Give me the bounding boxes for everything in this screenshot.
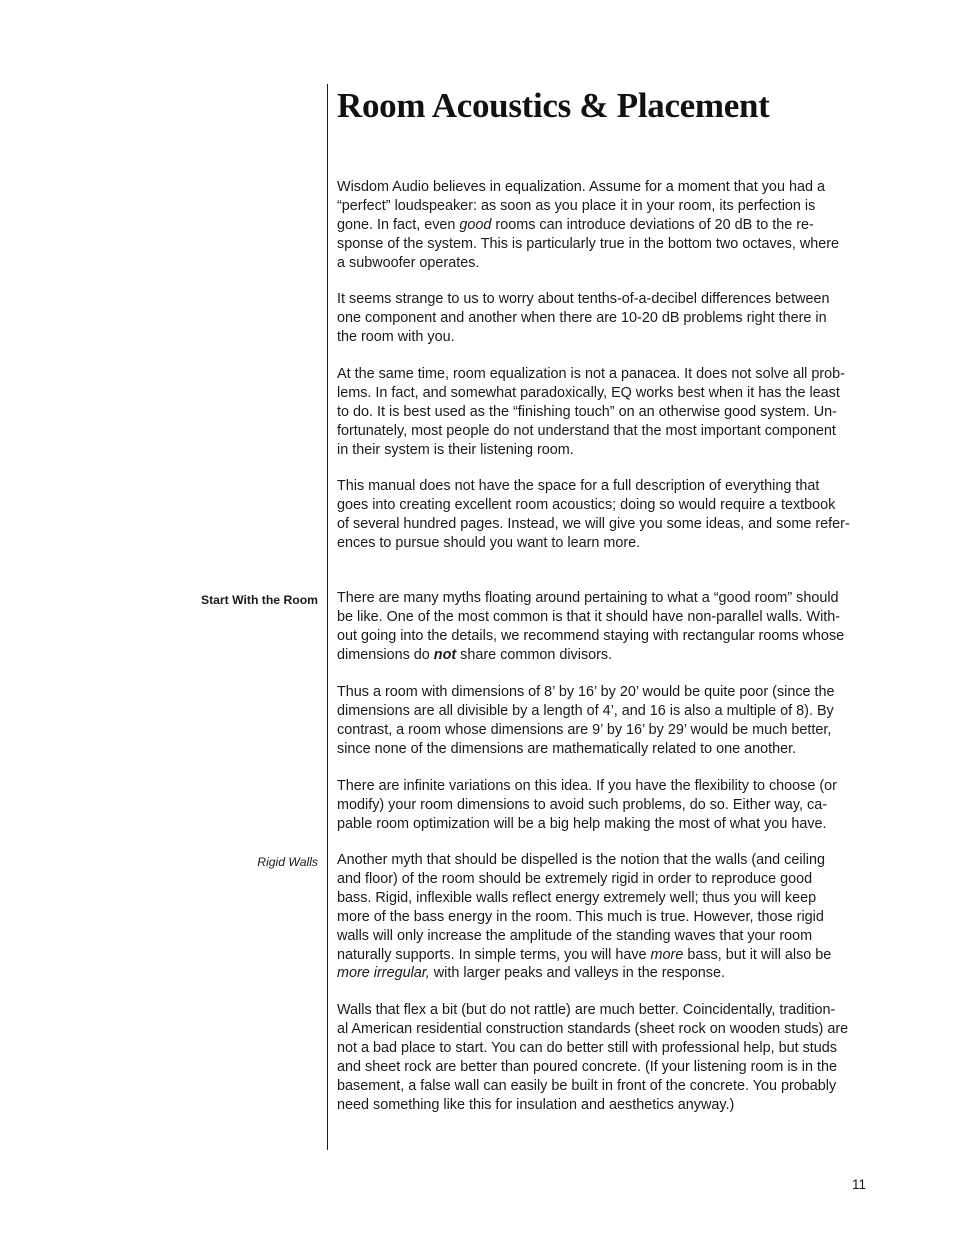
text-line: Thus a room with dimensions of 8’ by 16’ by 20’ would be quite poor (since the bbox=[337, 684, 835, 700]
paragraph-variations bbox=[337, 777, 870, 834]
paragraph-tenths-of-decibel bbox=[337, 290, 870, 347]
text-line: Wisdom Audio believes in equalization. Assume for a moment that you had a bbox=[337, 179, 825, 195]
text-line: At the same time, room equalization is not a panacea. It does not solve all prob- bbox=[337, 366, 845, 382]
text-line: pable room optimization will be a big help making the most of what you have. bbox=[337, 815, 827, 832]
text-line: of several hundred pages. Instead, we will give you some ideas, and some refer- bbox=[337, 515, 850, 532]
text-line: and sheet rock are better than poured concrete. (If your listening room is in the bbox=[337, 1058, 837, 1075]
text-line: dimensions are all divisible by a length of 4’, and 16 is also a multiple of 8). By bbox=[337, 702, 834, 719]
text-line: dimensions do not share common divisors. bbox=[337, 646, 613, 663]
paragraph-rigid-walls bbox=[337, 851, 870, 983]
paragraph-flexing-walls bbox=[337, 1001, 870, 1114]
paragraph-equalization bbox=[337, 178, 870, 273]
paragraph-manual-scope bbox=[337, 477, 870, 553]
text-line: need something like this for insulation and aesthetics anyway.) bbox=[337, 1096, 735, 1113]
text-line: Walls that flex a bit (but do not rattle) are much better. Coincidentally, tradition- bbox=[337, 1002, 836, 1018]
text-line: There are infinite variations on this idea. If you have the flexibility to choose (or bbox=[337, 778, 837, 794]
sidebar-heading-start-with-room: Start With the Room bbox=[200, 593, 318, 607]
text-line: Another myth that should be dispelled is the notion that the walls (and ceiling bbox=[337, 852, 825, 868]
text-line: ences to pursue should you want to learn more. bbox=[337, 534, 641, 551]
text-line: in their system is their listening room. bbox=[337, 441, 574, 458]
text-line: goes into creating excellent room acoustics; doing so would require a textbook bbox=[337, 496, 836, 513]
text-line: and floor) of the room should be extremely rigid in order to reproduce good bbox=[337, 870, 813, 887]
vertical-rule bbox=[327, 84, 328, 1150]
text-line: more irregular, with larger peaks and valleys in the response. bbox=[337, 965, 725, 982]
text-line: al American residential construction standards (sheet rock on wooden studs) are bbox=[337, 1020, 849, 1037]
text-line: out going into the details, we recommend staying with rectangular rooms whose bbox=[337, 627, 845, 644]
text-line: It seems strange to us to worry about tenths-of-a-decibel differences between bbox=[337, 291, 830, 307]
sidebar-subheading-rigid-walls: Rigid Walls bbox=[257, 855, 318, 869]
text-line: This manual does not have the space for a full description of everything that bbox=[337, 478, 820, 494]
text-line: a subwoofer operates. bbox=[337, 254, 480, 271]
paragraph-panacea bbox=[337, 365, 870, 460]
paragraph-room-dimensions bbox=[337, 683, 870, 759]
text-line: gone. In fact, even good rooms can introduce deviations of 20 dB to the re- bbox=[337, 216, 814, 233]
text-line: lems. In fact, and somewhat paradoxically, EQ works best when it has the least bbox=[337, 384, 840, 401]
text-line: sponse of the system. This is particularly true in the bottom two octaves, where bbox=[337, 235, 840, 252]
text-line: the room with you. bbox=[337, 328, 455, 345]
text-line: basement, a false wall can easily be built in front of the concrete. You probably bbox=[337, 1077, 837, 1094]
text-line: There are many myths floating around pertaining to what a “good room” should bbox=[337, 590, 839, 606]
text-line: naturally supports. In simple terms, you will have more bass, but it will also be bbox=[337, 946, 832, 963]
text-line: to do. It is best used as the “finishing touch” on an otherwise good system. Un- bbox=[337, 403, 837, 420]
text-line: more of the bass energy in the room. This much is true. However, those rigid bbox=[337, 908, 824, 925]
text-line: be like. One of the most common is that it should have non-parallel walls. With- bbox=[337, 608, 841, 625]
page-number: 11 bbox=[852, 1177, 867, 1192]
text-line: not a bad place to start. You can do better still with professional help, but studs bbox=[337, 1039, 837, 1056]
text-line: walls will only increase the amplitude of the standing waves that your room bbox=[337, 927, 813, 944]
text-line: contrast, a room whose dimensions are 9’ by 16’ by 29’ would be much better, bbox=[337, 721, 832, 738]
text-line: fortunately, most people do not understand that the most important component bbox=[337, 422, 836, 439]
text-line: one component and another when there are 10-20 dB problems right there in bbox=[337, 309, 827, 326]
text-line: bass. Rigid, inflexible walls reflect energy extremely well; thus you will keep bbox=[337, 889, 817, 906]
text-line: “perfect” loudspeaker: as soon as you place it in your room, its perfection is bbox=[337, 197, 816, 214]
text-line: modify) your room dimensions to avoid such problems, do so. Either way, ca- bbox=[337, 796, 828, 813]
paragraph-room-myths bbox=[337, 589, 870, 665]
page-title: Room Acoustics & Placement bbox=[337, 86, 770, 125]
text-line: since none of the dimensions are mathematically related to one another. bbox=[337, 740, 797, 757]
